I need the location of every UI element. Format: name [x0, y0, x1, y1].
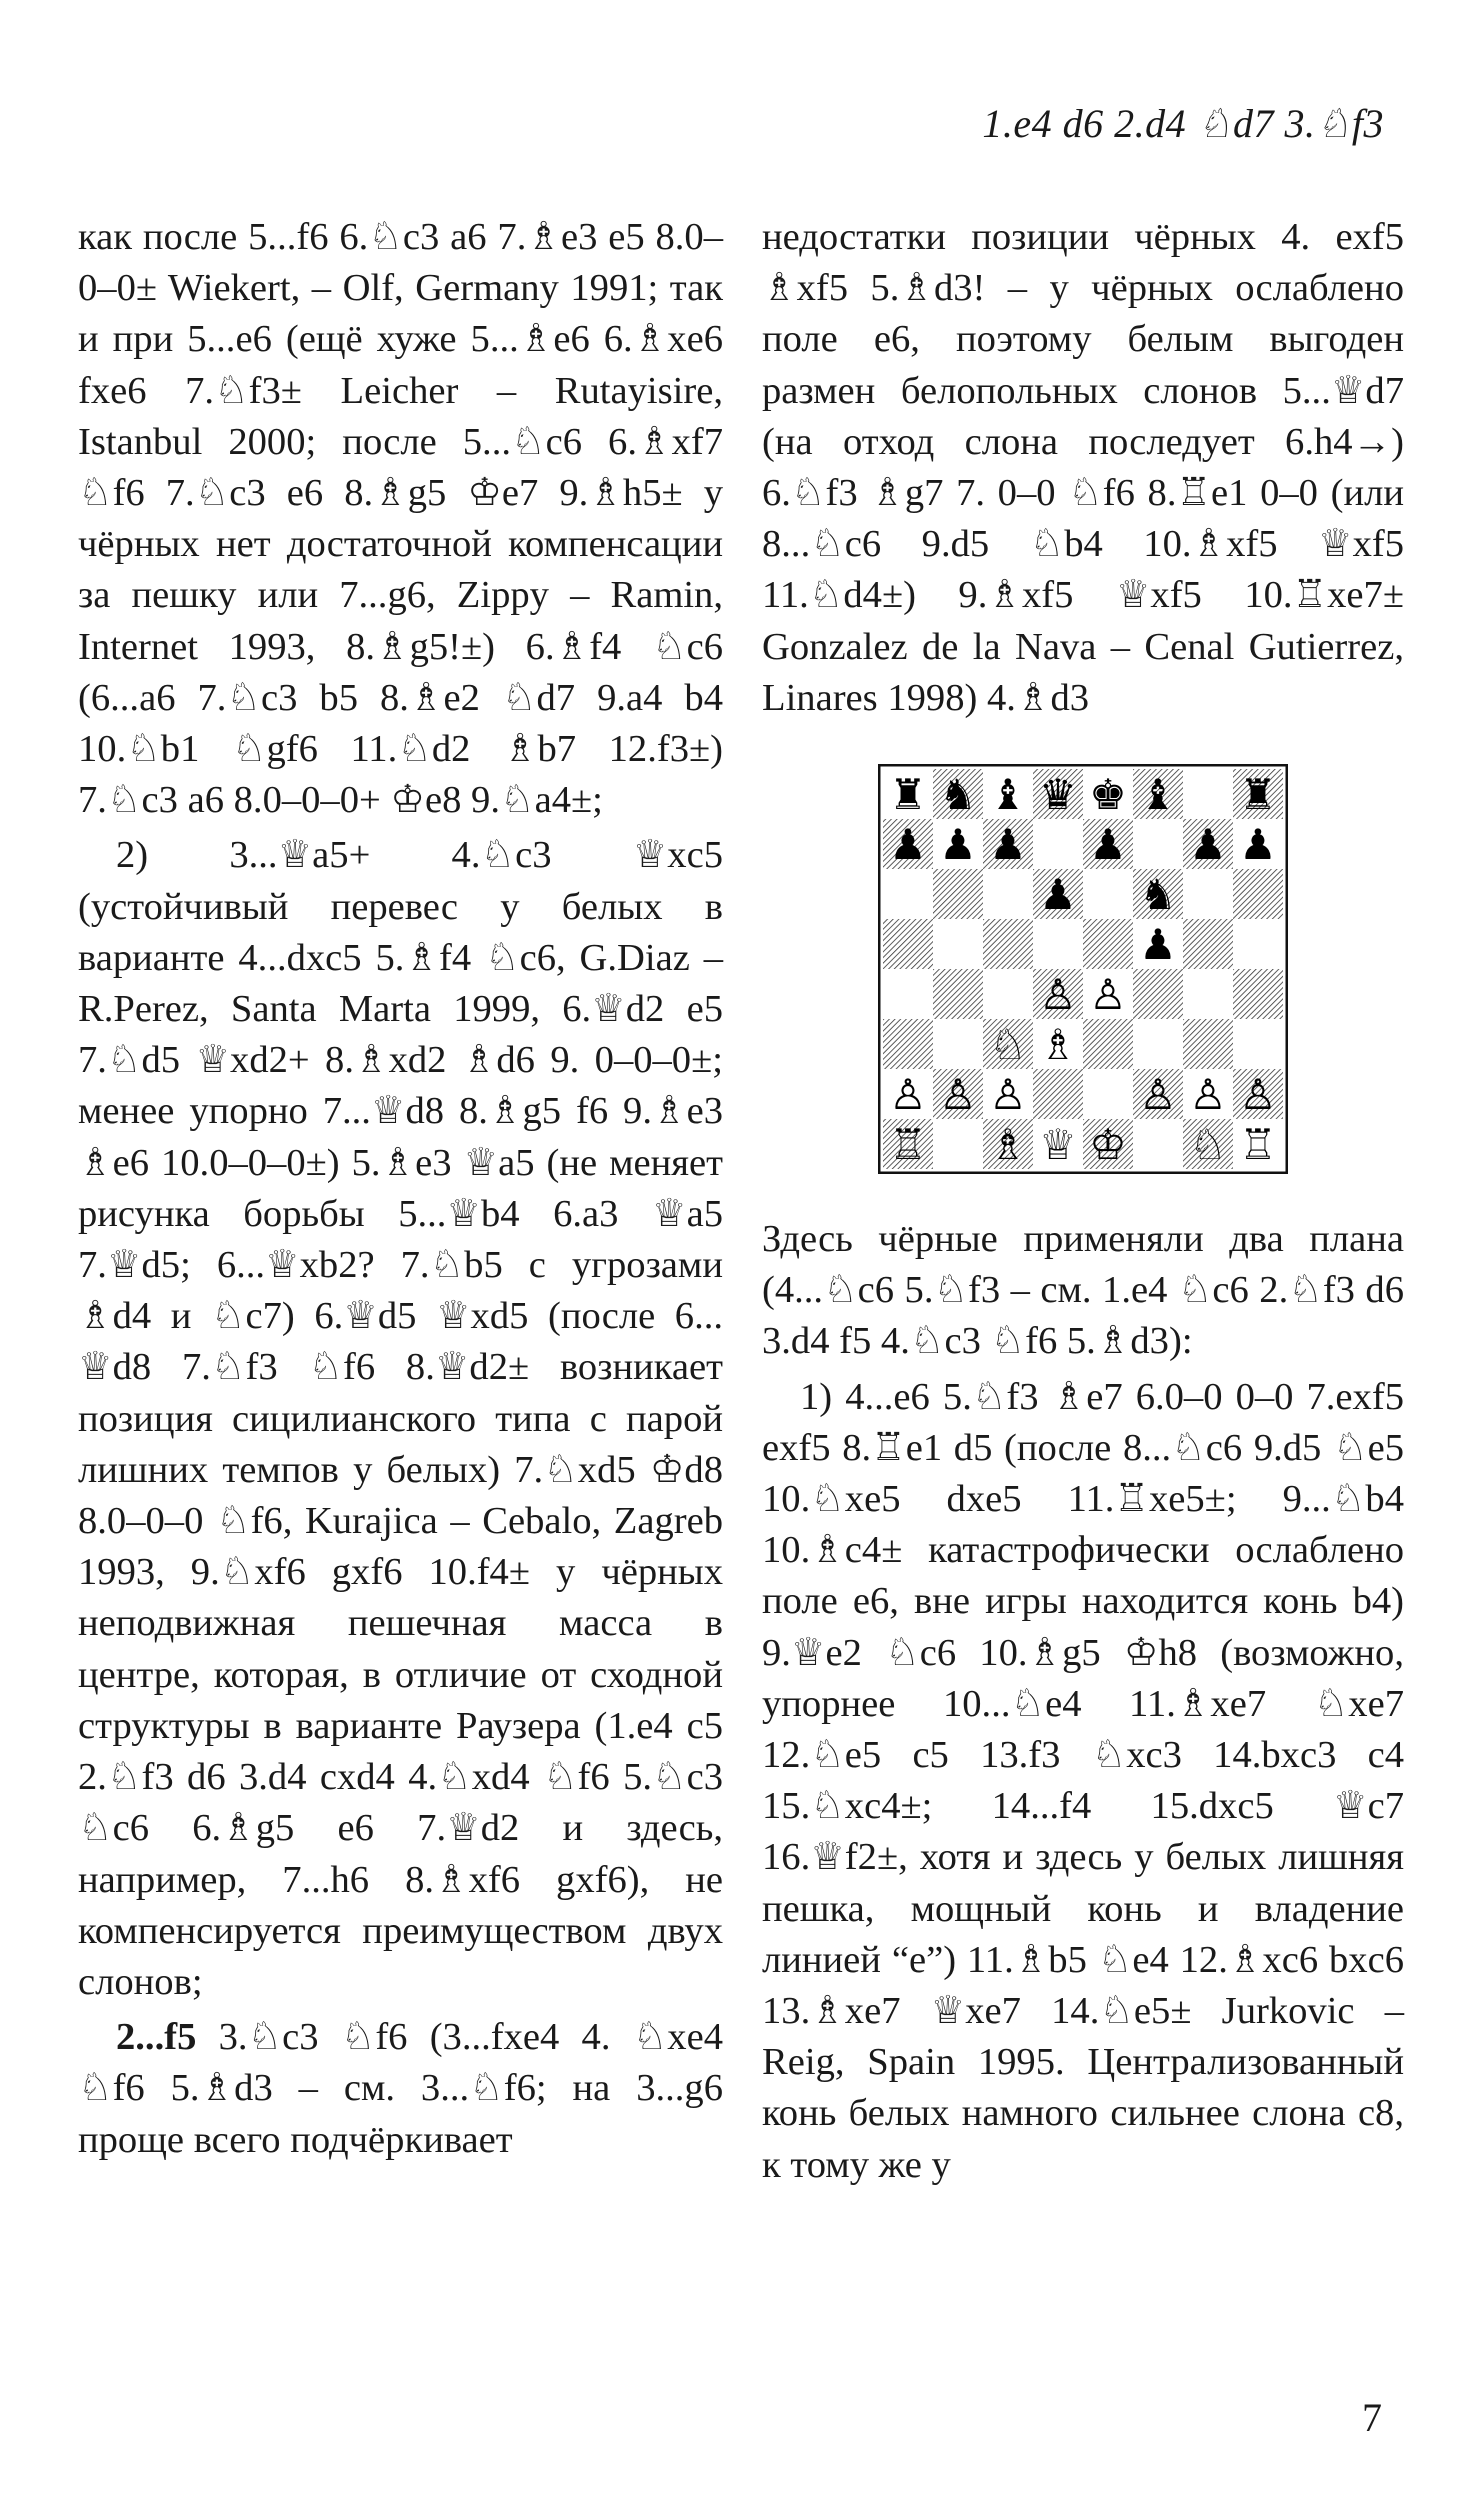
piece-e1: ♔: [1089, 1120, 1127, 1170]
piece-f5: ♟: [1139, 920, 1177, 970]
square-f3: [1133, 1019, 1183, 1069]
square-c6: [983, 869, 1033, 919]
bold-move: 2...f5: [116, 2016, 197, 2059]
piece-h8: ♜: [1239, 770, 1277, 820]
piece-c8: ♝: [989, 770, 1027, 820]
piece-h7: ♟: [1239, 820, 1277, 870]
square-g6: [1183, 869, 1233, 919]
paragraph: недостатки позиции чёрных 4. exf5 ♗xf5 5.♗d3! – у чёрных ослаблено поле e6, поэтому белым выгоден размен белопольных слонов 5...♕d7 (на отход слона последует 6.h4→) 6.♘f3 ♗g7 7. 0–0 ♘f6 8.♖e1 0–0 (или 8...♘c6 9.d5 ♘b4 10.♗xf5 ♕xf5 11.♘d4±) 9.♗xf5 ♕xf5 10.♖xe7± Gonzalez de la Nava – Cenal Gutierrez, Linares 1998) 4.♗d3: [762, 216, 1404, 719]
square-e6: [1083, 869, 1133, 919]
square-h4: [1233, 969, 1283, 1019]
running-title: 1.e4 d6 2.d4 ♘d7 3.♘f3: [982, 101, 1384, 146]
page-number: 7: [1362, 2395, 1382, 2440]
square-c5: [983, 919, 1033, 969]
paragraph: как после 5...f6 6.♘c3 a6 7.♗e3 e5 8.0–0–0± Wiekert, – Olf, Germany 1991; так и при 5...e6 (ещё хуже 5...♗e6 6.♗xe6 fxe6 7.♘f3± Leicher – Rutayisire, Istanbul 2000; после 5...♘c6 6.♗xf7 ♘f6 7.♘c3 e6 8.♗g5 ♔e7 9.♗h5± у чёрных нет достаточной компенсации за пешку или 7...g6, Zippy – Ramin, Internet 1993, 8.♗g5!±) 6.♗f4 ♘c6 (6...a6 7.♘c3 b5 8.♗e2 ♘d7 9.a4 b4 10.♘b1 ♘gf6 11.♘d2 ♗b7 12.f3±) 7.♘c3 a6 8.0–0–0+ ♔e8 9.♘a4±;: [78, 216, 723, 822]
square-b6: [933, 869, 983, 919]
square-e3: [1083, 1019, 1133, 1069]
piece-g1: ♘: [1189, 1120, 1227, 1170]
piece-f8: ♝: [1139, 770, 1177, 820]
square-b3: [933, 1019, 983, 1069]
chess-board: [878, 764, 1288, 1174]
square-f1: [1133, 1119, 1183, 1169]
right-column: [762, 212, 1404, 2191]
square-g3: [1183, 1019, 1233, 1069]
piece-c1: ♗: [989, 1120, 1027, 1170]
square-d2: [1033, 1069, 1083, 1119]
square-a6: [883, 869, 933, 919]
square-a5: [883, 919, 933, 969]
paragraph: Здесь чёрные применяли два плана (4...♘c6 5.♘f3 – см. 1.e4 ♘c6 2.♘f3 d6 3.d4 f5 4.♘c3 ♘f6 5.♗d3):: [762, 1218, 1404, 1363]
square-h3: [1233, 1019, 1283, 1069]
piece-g2: ♙: [1189, 1070, 1227, 1120]
square-g8: [1183, 769, 1233, 819]
piece-a2: ♙: [889, 1070, 927, 1120]
piece-b7: ♟: [939, 820, 977, 870]
square-d7: [1033, 819, 1083, 869]
square-f7: [1133, 819, 1183, 869]
piece-e4: ♙: [1089, 970, 1127, 1020]
piece-b8: ♞: [939, 770, 977, 820]
piece-f2: ♙: [1139, 1070, 1177, 1120]
piece-b2: ♙: [939, 1070, 977, 1120]
paragraph: 2) 3...♕a5+ 4.♘c3 ♕xc5 (устойчивый перевес у белых в варианте 4...dxc5 5.♗f4 ♘c6, G.Diaz – R.Perez, Santa Marta 1999, 6.♕d2 e5 7.♘d5 ♕xd2+ 8.♗xd2 ♗d6 9. 0–0–0±; менее упорно 7...♕d8 8.♗g5 f6 9.♗e3 ♗e6 10.0–0–0±) 5.♗e3 ♕a5 (не меняет рисунка борьбы 5...♕b4 6.a3 ♕a5 7.♕d5; 6...♕xb2? 7.♘b5 с угрозами ♗d4 и ♘c7) 6.♕d5 ♕xd5 (после 6... ♕d8 7.♘f3 ♘f6 8.♕d2± возникает позиция сицилианского типа с парой лишних темпов у белых) 7.♘xd5 ♔d8 8.0–0–0 ♘f6, Kurajica – Cebalo, Zagreb 1993, 9.♘xf6 gxf6 10.f4± у чёрных неподвижная пешечная масса в центре, которая, в отличие от сходной структуры в варианте Раузера (1.e4 c5 2.♘f3 d6 3.d4 cxd4 4.♘xd4 ♘f6 5.♘c3 ♘c6 6.♗g5 e6 7.♕d2 и здесь, например, 7...h6 8.♗xf6 gxf6), не компенсируется преимуществом двух слонов;: [78, 834, 723, 2003]
square-b5: [933, 919, 983, 969]
square-a3: [883, 1019, 933, 1069]
piece-h2: ♙: [1239, 1070, 1277, 1120]
square-e2: [1083, 1069, 1133, 1119]
left-column: [78, 212, 723, 2166]
piece-c7: ♟: [989, 820, 1027, 870]
square-h6: [1233, 869, 1283, 919]
piece-a7: ♟: [889, 820, 927, 870]
square-g5: [1183, 919, 1233, 969]
piece-d4: ♙: [1039, 970, 1077, 1020]
square-c4: [983, 969, 1033, 1019]
piece-f6: ♞: [1139, 870, 1177, 920]
paragraph: [78, 2012, 723, 2166]
piece-a1: ♖: [889, 1120, 927, 1170]
square-f4: [1133, 969, 1183, 1019]
square-a4: [883, 969, 933, 1019]
piece-e7: ♟: [1089, 820, 1127, 870]
piece-c3: ♘: [989, 1020, 1027, 1070]
piece-d8: ♛: [1039, 770, 1077, 820]
piece-g7: ♟: [1189, 820, 1227, 870]
square-b1: [933, 1119, 983, 1169]
piece-d6: ♟: [1039, 870, 1077, 920]
piece-d3: ♗: [1039, 1020, 1077, 1070]
square-h5: [1233, 919, 1283, 969]
piece-a8: ♜: [889, 770, 927, 820]
square-b4: [933, 969, 983, 1019]
square-e5: [1083, 919, 1133, 969]
piece-e8: ♚: [1089, 770, 1127, 820]
paragraph-text: 3.♘c3 ♘f6 (3...fxe4 4. ♘xe4 ♘f6 5.♗d3 – см. 3...♘f6; на 3...g6 проще всего подчёркивает: [78, 2016, 723, 2161]
chess-diagram: [878, 764, 1288, 1174]
piece-h1: ♖: [1239, 1120, 1277, 1170]
piece-d1: ♕: [1039, 1120, 1077, 1170]
square-g4: [1183, 969, 1233, 1019]
paragraph: 1) 4...e6 5.♘f3 ♗e7 6.0–0 0–0 7.exf5 exf5 8.♖e1 d5 (после 8...♘c6 9.d5 ♘e5 10.♘xe5 dxe5 11.♖xe5±; 9...♘b4 10.♗c4± катастрофически ослаблено поле e6, вне игры находится конь b4) 9.♕e2 ♘c6 10.♗g5 ♔h8 (возможно, упорнее 10...♘e4 11.♗xe7 ♘xe7 12.♘e5 c5 13.f3 ♘xc3 14.bxc3 c4 15.♘xc4±; 14...f4 15.dxc5 ♕c7 16.♕f2±, хотя и здесь у белых лишняя пешка, мощный конь и владение линией “e”) 11.♗b5 ♘e4 12.♗xc6 bxc6 13.♗xe7 ♕xe7 14.♘e5± Jurkovic – Reig, Spain 1995. Централизованный конь белых намного сильнее слона c8, к тому же у: [762, 1375, 1404, 2186]
square-d5: [1033, 919, 1083, 969]
piece-c2: ♙: [989, 1070, 1027, 1120]
